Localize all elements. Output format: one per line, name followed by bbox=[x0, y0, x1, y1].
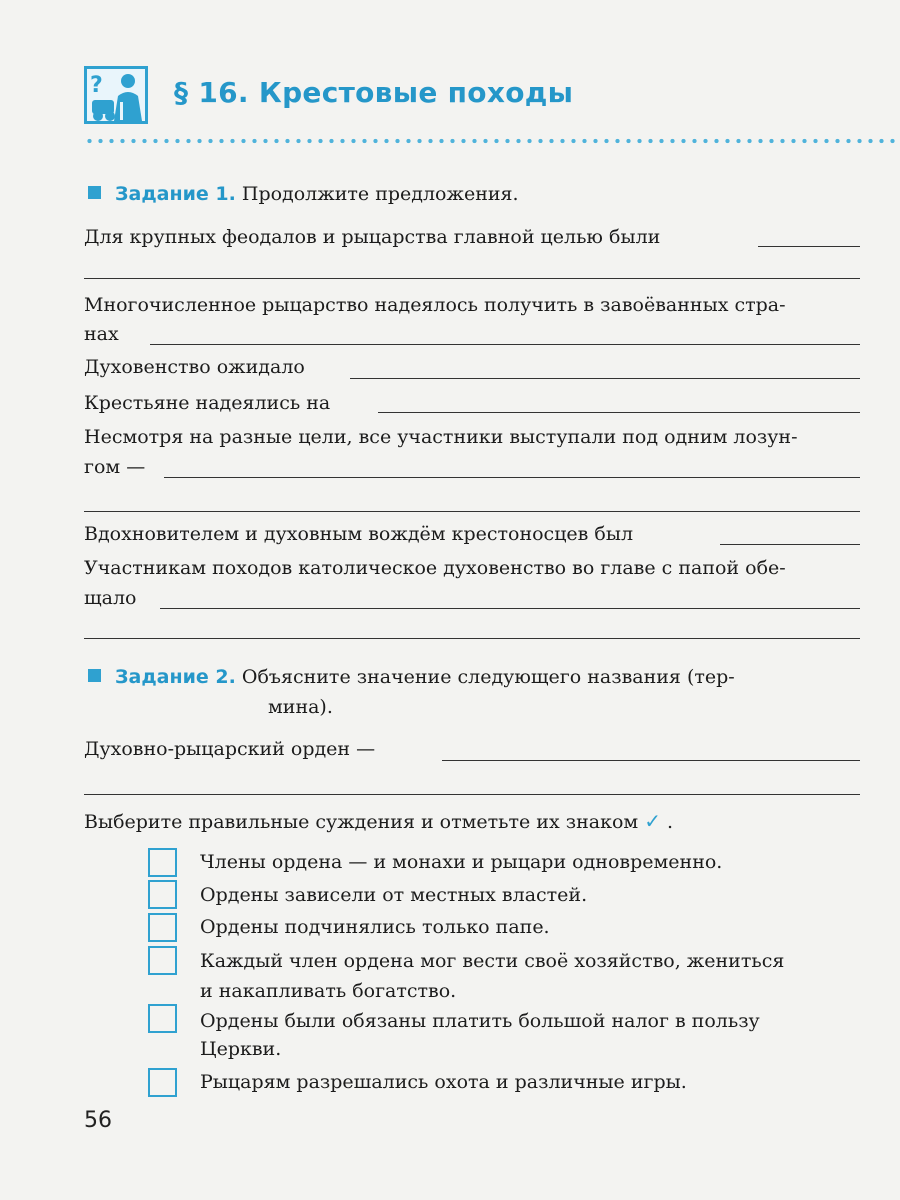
option-4-cont: и накапливать богатство. bbox=[200, 980, 457, 1002]
answer-line[interactable] bbox=[84, 638, 860, 639]
option-checkbox[interactable] bbox=[148, 1068, 177, 1097]
option-4: Каждый член ордена мог вести своё хозяйство, жениться bbox=[200, 950, 785, 972]
answer-line[interactable] bbox=[84, 511, 860, 512]
option-2: Ордены зависели от местных властей. bbox=[200, 884, 588, 906]
sentence-2: Многочисленное рыцарство надеялось получить в завоёванных стра- bbox=[84, 294, 786, 316]
answer-line[interactable] bbox=[150, 344, 860, 345]
answer-line[interactable] bbox=[84, 278, 860, 279]
task2-label: Задание 2. bbox=[115, 666, 236, 688]
option-checkbox[interactable] bbox=[148, 1004, 177, 1033]
sentence-3: Духовенство ожидало bbox=[84, 356, 305, 378]
square-marker-icon bbox=[88, 669, 101, 682]
sentence-7: Участникам походов католическое духовенство во главе с папой обе- bbox=[84, 557, 786, 579]
svg-text:?: ? bbox=[90, 73, 103, 98]
answer-line[interactable] bbox=[378, 412, 860, 413]
sentence-1: Для крупных феодалов и рыцарства главной целью были bbox=[84, 226, 661, 248]
term-label: Духовно-рыцарский орден — bbox=[84, 738, 376, 760]
option-5-cont: Церкви. bbox=[200, 1038, 282, 1060]
answer-line[interactable] bbox=[84, 794, 860, 795]
option-3: Ордены подчинялись только папе. bbox=[200, 916, 550, 938]
sentence-5-cont: гом — bbox=[84, 456, 146, 478]
choose-instruction: Выберите правильные суждения и отметьте их знаком ✓ . bbox=[84, 809, 674, 833]
task2-instruction-cont: мина). bbox=[268, 696, 333, 718]
knights-emblem-icon bbox=[84, 66, 148, 124]
page-title: § 16. Крестовые походы bbox=[174, 76, 574, 109]
sentence-2-cont: нах bbox=[84, 323, 119, 345]
sentence-7-cont: щало bbox=[84, 587, 137, 609]
option-1: Члены ордена — и монахи и рыцари одновременно. bbox=[200, 851, 723, 873]
checkmark-icon: ✓ bbox=[644, 809, 661, 833]
task1-label: Задание 1. bbox=[115, 183, 236, 205]
option-checkbox[interactable] bbox=[148, 913, 177, 942]
option-5: Ордены были обязаны платить большой налог в пользу bbox=[200, 1010, 760, 1032]
answer-line[interactable] bbox=[164, 477, 860, 478]
answer-line[interactable] bbox=[720, 544, 860, 545]
option-checkbox[interactable] bbox=[148, 848, 177, 877]
answer-line[interactable] bbox=[758, 246, 860, 247]
answer-line[interactable] bbox=[350, 378, 860, 379]
task2-instruction: Объясните значение следующего названия (тер- bbox=[241, 666, 735, 688]
section-header bbox=[84, 62, 900, 152]
choose-text: Выберите правильные суждения и отметьте их знаком bbox=[84, 811, 639, 833]
option-checkbox[interactable] bbox=[148, 946, 177, 975]
option-checkbox[interactable] bbox=[148, 880, 177, 909]
option-6: Рыцарям разрешались охота и различные игры. bbox=[200, 1071, 687, 1093]
task1-instruction: Продолжите предложения. bbox=[241, 183, 519, 205]
sentence-6: Вдохновителем и духовным вождём крестоносцев был bbox=[84, 523, 634, 545]
sentence-5: Несмотря на разные цели, все участники выступали под одним лозун- bbox=[84, 426, 798, 448]
page-number: 56 bbox=[84, 1108, 112, 1133]
sentence-4: Крестьяне надеялись на bbox=[84, 392, 331, 414]
square-marker-icon bbox=[88, 186, 101, 199]
task2-heading bbox=[88, 666, 735, 688]
answer-line[interactable] bbox=[442, 760, 860, 761]
answer-line[interactable] bbox=[160, 608, 860, 609]
dotted-divider bbox=[84, 138, 900, 144]
task1-heading bbox=[88, 183, 519, 205]
